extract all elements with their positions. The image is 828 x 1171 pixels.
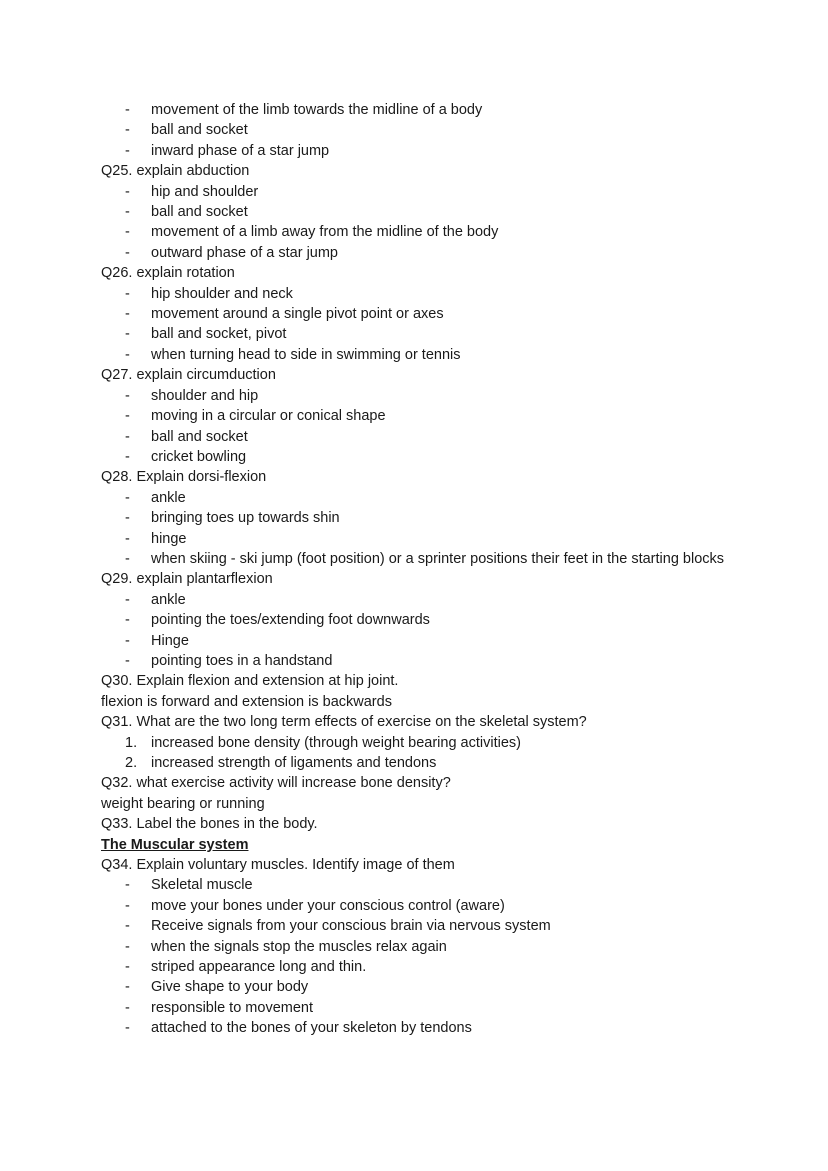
- question-q32: Q32. what exercise activity will increase bone density?: [101, 775, 451, 792]
- bullet-item: - hip shoulder and neck: [101, 284, 771, 304]
- question-q29: Q29. explain plantarflexion: [101, 571, 273, 588]
- bullet-item: - shoulder and hip: [101, 386, 771, 406]
- numbered-item: [101, 733, 768, 753]
- bullet-item: - when the signals stop the muscles relax again: [101, 937, 771, 957]
- question-q28: Q28. Explain dorsi-flexion: [101, 469, 267, 486]
- bullet-item: - ball and socket: [101, 427, 771, 447]
- question-q30: Q30. Explain flexion and extension at hip joint.: [101, 673, 399, 690]
- item-number: 2.: [125, 755, 138, 771]
- bullet-item: - movement around a single pivot point or axes: [101, 304, 771, 324]
- bullet-item: - move your bones under your conscious control (aware): [101, 896, 771, 916]
- bullet-item: - cricket bowling: [101, 447, 771, 467]
- bullet-item: - inward phase of a star jump: [101, 141, 771, 161]
- bullet-item: - attached to the bones of your skeleton by tendons: [101, 1018, 771, 1038]
- bullet-item: - ankle: [101, 488, 771, 508]
- bullet-item: - ball and socket: [101, 202, 771, 222]
- bullet-item: - ball and socket, pivot: [101, 324, 771, 344]
- bullet-item: - ball and socket: [101, 120, 771, 140]
- bullet-item: - pointing the toes/extending foot downwards: [101, 610, 771, 630]
- bullet-item: - striped appearance long and thin.: [101, 957, 771, 977]
- bullet-item: - bringing toes up towards shin: [101, 508, 771, 528]
- question-q25: Q25. explain abduction: [101, 163, 250, 180]
- question-q26: Q26. explain rotation: [101, 265, 235, 282]
- bullet-item: - hip and shoulder: [101, 182, 771, 202]
- bullet-item: - when turning head to side in swimming or tennis: [101, 345, 771, 365]
- section-heading: The Muscular system: [101, 836, 249, 853]
- question-q31: Q31. What are the two long term effects of exercise on the skeletal system?: [101, 714, 587, 731]
- item-text: increased bone density (through weight bearing activities): [151, 734, 521, 751]
- bullet-item: - Give shape to your body: [101, 977, 771, 997]
- item-text: increased strength of ligaments and tendons: [151, 755, 437, 771]
- bullet-item: - when skiing - ski jump (foot position) or a sprinter positions their feet in the starting blocks: [101, 549, 771, 569]
- numbered-item: [101, 753, 768, 773]
- answer-q32: weight bearing or running: [101, 795, 265, 812]
- bullet-item: - outward phase of a star jump: [101, 243, 771, 263]
- bullet-item: - responsible to movement: [101, 998, 771, 1018]
- bullet-item: - Hinge: [101, 631, 771, 651]
- bullet-item: - Skeletal muscle: [101, 875, 771, 895]
- bullet-item: - moving in a circular or conical shape: [101, 406, 771, 426]
- question-q34: Q34. Explain voluntary muscles. Identify image of them: [101, 857, 455, 874]
- bullet-item: - ankle: [101, 590, 771, 610]
- bullet-item: - movement of the limb towards the midline of a body: [101, 100, 771, 120]
- bullet-item: - Receive signals from your conscious brain via nervous system: [101, 916, 771, 936]
- question-q27: Q27. explain circumduction: [101, 367, 276, 384]
- item-number: 1.: [125, 734, 138, 751]
- bullet-item: - movement of a limb away from the midline of the body: [101, 222, 771, 242]
- bullet-item: - hinge: [101, 529, 771, 549]
- answer-q30: flexion is forward and extension is backwards: [101, 693, 392, 710]
- bullet-item: - pointing toes in a handstand: [101, 651, 771, 671]
- question-q33: Q33. Label the bones in the body.: [101, 816, 318, 833]
